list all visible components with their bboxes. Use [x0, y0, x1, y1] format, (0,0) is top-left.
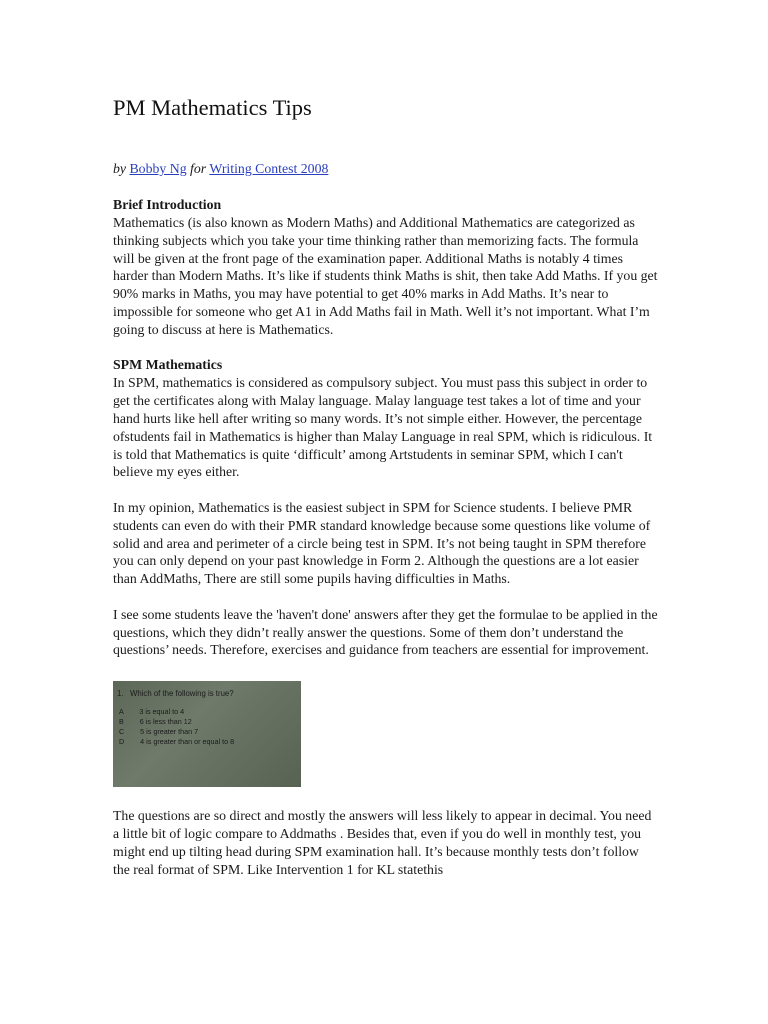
intro-paragraph: Mathematics (is also known as Modern Maths) and Additional Mathematics are categorized as thinking subjects which you take your time thinking rather than memorizing facts. The formula will be given at the front page of the examination paper. Additional Maths is notably 4 times harder than Modern Maths. It’s like if students think Maths is shit, then take Add Maths. If you get 90% marks in Maths, you may have potential to get 40% marks in Add Maths. It’s near to impossible for someone who get A1 in Add Maths fail in Math. Well it’s not important. What I’m going to discuss at here is Mathematics.	[113, 215, 658, 337]
photo-option-c: C 5 is greater than 7	[119, 727, 199, 737]
spm-paragraph-3: I see some students leave the 'haven't done' answers after they get the formulae to be applied in the questions, which they didn’t really answer the questions. Some of them don’t understand the questions’ needs. Therefore, exercises and guidance from teachers are essential for improvement.	[113, 606, 658, 658]
photo-option-d: D 4 is greater than or equal to 8	[119, 737, 235, 747]
photo-option-a: A 3 is equal to 4	[119, 707, 185, 717]
byline-by: by	[113, 161, 127, 176]
page-title: PM Mathematics Tips	[113, 95, 312, 120]
section-heading-spm: SPM Mathematics	[113, 357, 223, 373]
byline-for: for	[190, 161, 207, 176]
contest-link[interactable]: Writing Contest 2008	[209, 161, 329, 176]
photo-question-text: 1. Which of the following is true?	[117, 689, 234, 699]
spm-paragraph-1: In SPM, mathematics is considered as compulsory subject. You must pass this subject in order to get the certificates along with Malay language. Malay language test takes a lot of time and your hand hurts like hell after writing so many words. It’s not simple either. However, the percentage ofstudents fail in Mathematics is higher than Malay Language in real SPM, which is ridiculous. It is told that Mathematics is quite ‘difficult’ among Artstudents in seminar SPM, which I can't believe my eyes either.	[113, 375, 653, 480]
byline	[113, 160, 658, 178]
section-heading-intro: Brief Introduction	[113, 197, 222, 212]
author-link[interactable]: Bobby Ng	[129, 161, 187, 176]
closing-paragraph: The questions are so direct and mostly the answers will less likely to appear in decimal. You need a little bit of logic compare to Addmaths . Besides that, even if you do well in monthly test, you might end up tilting head during SPM examination hall. It’s because monthly tests don’t follow the real format of SPM. Like Intervention 1 for KL statethis	[113, 808, 652, 877]
photo-option-b: B 6 is less than 12	[119, 717, 192, 727]
question-photo	[113, 681, 301, 787]
spm-paragraph-2: In my opinion, Mathematics is the easiest subject in SPM for Science students. I believe PMR students can even do with their PMR standard knowledge because some questions like volume of solid and area and perimeter of a circle being test in SPM. It’s not being taught in SPM therefore you can only depend on your past knowledge in Form 2. Although the questions are a lot easier than AddMaths, There are still some pupils having difficulties in Maths.	[113, 499, 651, 587]
document-page	[113, 92, 658, 878]
